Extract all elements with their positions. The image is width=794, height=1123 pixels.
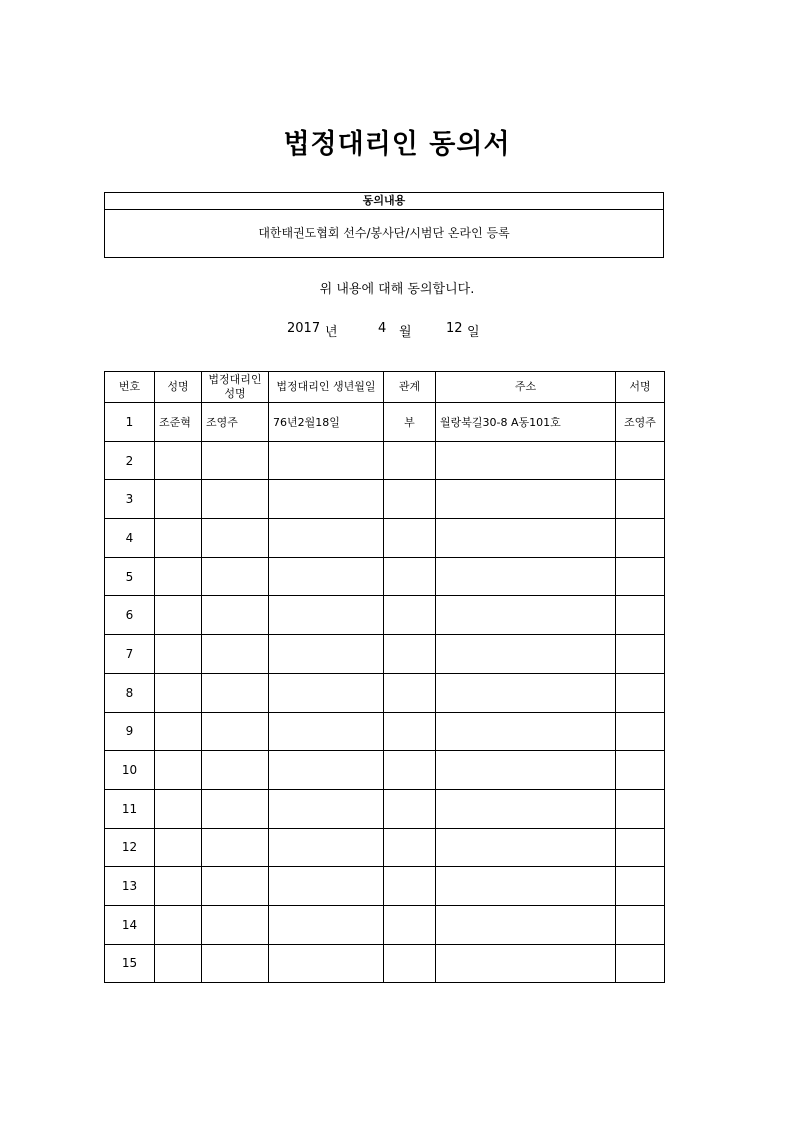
cell-relation <box>384 519 436 558</box>
cell-guardian-name <box>202 867 269 906</box>
cell-guardian-birthdate <box>269 441 384 480</box>
table-row <box>105 596 665 635</box>
cell-guardian-birthdate <box>269 596 384 635</box>
cell-name <box>155 712 202 751</box>
cell-address <box>436 557 616 596</box>
cell-relation <box>384 789 436 828</box>
table-row <box>105 712 665 751</box>
cell-signature <box>616 828 665 867</box>
cell-number: 7 <box>105 635 155 674</box>
cell-address <box>436 596 616 635</box>
cell-address <box>436 944 616 983</box>
header-signature: 서명 <box>616 372 665 403</box>
cell-signature <box>616 480 665 519</box>
table-row <box>105 519 665 558</box>
date-year: 2017 <box>287 321 321 336</box>
cell-guardian-name <box>202 944 269 983</box>
cell-name <box>155 519 202 558</box>
cell-address <box>436 789 616 828</box>
date-year-unit: 년 <box>325 325 338 340</box>
header-relation: 관계 <box>384 372 436 403</box>
cell-signature <box>616 557 665 596</box>
cell-guardian-birthdate: 76년2월18일 <box>269 403 384 442</box>
cell-number: 4 <box>105 519 155 558</box>
cell-address <box>436 673 616 712</box>
cell-name <box>155 635 202 674</box>
cell-guardian-name <box>202 905 269 944</box>
cell-guardian-name <box>202 635 269 674</box>
cell-number: 8 <box>105 673 155 712</box>
cell-number: 2 <box>105 441 155 480</box>
header-name: 성명 <box>155 372 202 403</box>
cell-name <box>155 673 202 712</box>
cell-name <box>155 596 202 635</box>
cell-relation <box>384 712 436 751</box>
cell-number: 1 <box>105 403 155 442</box>
table-row <box>105 789 665 828</box>
cell-guardian-name <box>202 519 269 558</box>
cell-guardian-name: 조영주 <box>202 403 269 442</box>
date-day: 12 <box>446 321 463 336</box>
cell-name <box>155 480 202 519</box>
cell-relation <box>384 480 436 519</box>
cell-address <box>436 867 616 906</box>
cell-relation <box>384 828 436 867</box>
cell-guardian-birthdate <box>269 635 384 674</box>
cell-guardian-name <box>202 828 269 867</box>
cell-address: 월랑북길30-8 A동101호 <box>436 403 616 442</box>
table-row <box>105 867 665 906</box>
cell-signature <box>616 867 665 906</box>
table-row <box>105 403 665 442</box>
guardian-table <box>104 371 665 983</box>
cell-signature <box>616 635 665 674</box>
cell-address <box>436 635 616 674</box>
cell-signature <box>616 441 665 480</box>
cell-signature <box>616 789 665 828</box>
cell-guardian-birthdate <box>269 828 384 867</box>
page-title: 법정대리인 동의서 <box>283 129 511 160</box>
cell-number: 15 <box>105 944 155 983</box>
cell-number: 6 <box>105 596 155 635</box>
cell-relation <box>384 673 436 712</box>
header-address: 주소 <box>436 372 616 403</box>
consent-box <box>104 192 664 258</box>
cell-name <box>155 751 202 790</box>
cell-address <box>436 751 616 790</box>
table-row <box>105 480 665 519</box>
cell-signature: 조영주 <box>616 403 665 442</box>
consent-text: 대한태권도협회 선수/봉사단/시범단 온라인 등록 <box>258 226 510 240</box>
cell-address <box>436 905 616 944</box>
cell-number: 14 <box>105 905 155 944</box>
table-row <box>105 673 665 712</box>
cell-relation <box>384 867 436 906</box>
cell-signature <box>616 944 665 983</box>
header-guardian-name: 법정대리인 성명 <box>202 372 269 403</box>
table-header-row <box>105 372 665 403</box>
date-month-unit: 월 <box>399 325 412 340</box>
cell-name <box>155 867 202 906</box>
cell-name: 조준혁 <box>155 403 202 442</box>
cell-relation <box>384 596 436 635</box>
cell-relation <box>384 635 436 674</box>
table-row <box>105 828 665 867</box>
cell-guardian-birthdate <box>269 712 384 751</box>
cell-guardian-name <box>202 441 269 480</box>
cell-number: 9 <box>105 712 155 751</box>
cell-name <box>155 944 202 983</box>
date-month: 4 <box>378 321 387 336</box>
cell-relation <box>384 441 436 480</box>
header-guardian-birthdate: 법정대리인 생년월일 <box>269 372 384 403</box>
cell-signature <box>616 673 665 712</box>
table-row <box>105 944 665 983</box>
cell-guardian-birthdate <box>269 789 384 828</box>
cell-signature <box>616 712 665 751</box>
cell-name <box>155 905 202 944</box>
table-row <box>105 441 665 480</box>
cell-number: 11 <box>105 789 155 828</box>
agreement-statement: 위 내용에 대해 동의합니다. <box>319 282 475 297</box>
cell-guardian-birthdate <box>269 905 384 944</box>
cell-guardian-birthdate <box>269 480 384 519</box>
cell-address <box>436 519 616 558</box>
cell-guardian-name <box>202 480 269 519</box>
cell-name <box>155 441 202 480</box>
cell-guardian-birthdate <box>269 751 384 790</box>
cell-signature <box>616 596 665 635</box>
cell-guardian-name <box>202 557 269 596</box>
cell-name <box>155 789 202 828</box>
cell-guardian-birthdate <box>269 519 384 558</box>
cell-number: 5 <box>105 557 155 596</box>
cell-number: 13 <box>105 867 155 906</box>
cell-number: 10 <box>105 751 155 790</box>
cell-name <box>155 557 202 596</box>
cell-relation <box>384 944 436 983</box>
date-day-unit: 일 <box>467 325 480 340</box>
cell-guardian-birthdate <box>269 557 384 596</box>
cell-relation <box>384 751 436 790</box>
cell-name <box>155 828 202 867</box>
cell-address <box>436 712 616 751</box>
table-row <box>105 751 665 790</box>
cell-guardian-name <box>202 789 269 828</box>
cell-address <box>436 480 616 519</box>
cell-signature <box>616 519 665 558</box>
cell-number: 12 <box>105 828 155 867</box>
table-row <box>105 557 665 596</box>
cell-signature <box>616 905 665 944</box>
consent-header: 동의내용 <box>105 193 663 210</box>
cell-guardian-birthdate <box>269 944 384 983</box>
cell-relation <box>384 557 436 596</box>
cell-guardian-birthdate <box>269 867 384 906</box>
cell-address <box>436 441 616 480</box>
cell-guardian-name <box>202 751 269 790</box>
table-row <box>105 635 665 674</box>
table-row <box>105 905 665 944</box>
cell-relation: 부 <box>384 403 436 442</box>
cell-guardian-name <box>202 673 269 712</box>
header-number: 번호 <box>105 372 155 403</box>
cell-guardian-birthdate <box>269 673 384 712</box>
cell-signature <box>616 751 665 790</box>
cell-relation <box>384 905 436 944</box>
cell-guardian-name <box>202 712 269 751</box>
cell-number: 3 <box>105 480 155 519</box>
cell-address <box>436 828 616 867</box>
cell-guardian-name <box>202 596 269 635</box>
